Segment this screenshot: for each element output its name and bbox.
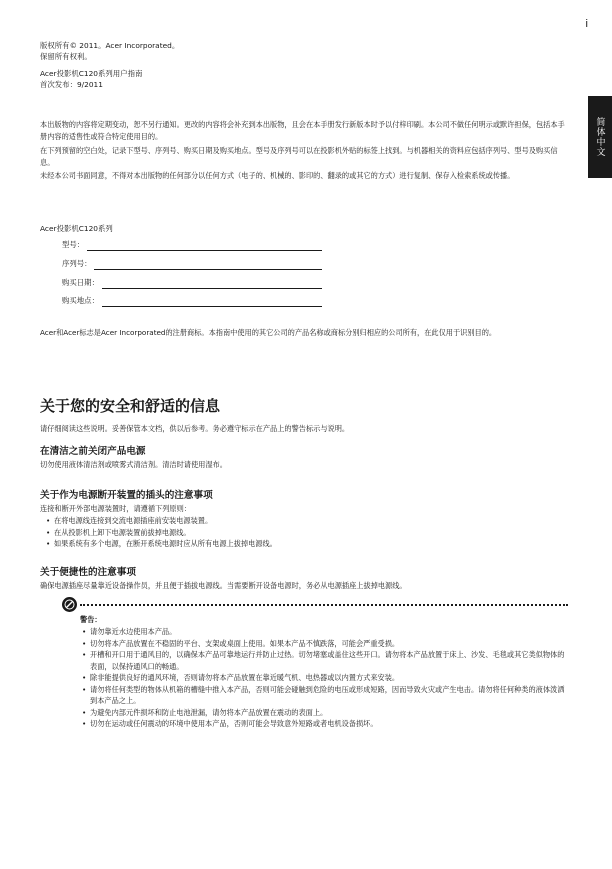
field-line	[102, 306, 322, 307]
list-item: • 切勿将本产品放置在不稳固的平台、支架或桌面上使用。如果本产品不慎跌落，可能会严重受损。	[82, 638, 568, 650]
safety-intro: 请仔细阅读这些说明。妥善保管本文档，供以后参考。务必遵守标示在产品上的警告标示与说明。	[40, 424, 350, 433]
purchase-date-field[interactable]	[62, 277, 324, 289]
list-item: • 请勿靠近水边使用本产品。	[82, 626, 568, 638]
trademark-notice: Acer和Acer标志是Acer Incorporated的注册商标。本指南中使用的其它公司的产品名称或商标分别归相应的公司所有，在此仅用于识别目的。	[40, 328, 497, 337]
field-label: 序列号：	[62, 259, 92, 268]
warning-pen-icon	[62, 597, 77, 612]
first-release: 首次发布：9/2011	[40, 80, 103, 89]
language-tab: 简体中文	[588, 96, 612, 178]
serial-field[interactable]	[62, 258, 324, 270]
field-label: 购买地点：	[62, 296, 99, 305]
list-item: • 为避免内部元件损坏和防止电池泄漏，请勿将本产品放置在震动的表面上。	[82, 707, 568, 719]
list-item: • 在从投影机上卸下电源装置前拔掉电源线。	[46, 527, 566, 539]
copyright-line: 版权所有© 2011。Acer Incorporated。	[40, 41, 180, 50]
guide-info	[40, 68, 142, 90]
section-heading: 关于便捷性的注意事项	[40, 567, 136, 578]
purchase-place-field[interactable]	[62, 295, 324, 307]
list-item: • 除非能提供良好的通风环境，否则请勿将本产品放置在靠近暖气机、电热器或以内置方式来安装。	[82, 672, 568, 684]
field-label: 购买日期：	[62, 278, 99, 287]
field-line	[94, 269, 322, 270]
list-item: • 开槽和开口用于通风目的，以确保本产品可靠地运行并防止过热。切勿堵塞或盖住这些开口。请勿将本产品放置于床上、沙发、毛毯或其它类似物体的表面，以保持通风口的畅通。	[82, 649, 568, 672]
guide-title: Acer投影机C120系列用户指南	[40, 69, 143, 78]
list-item: • 在将电源线连接到交流电源插座前安装电源装置。	[46, 515, 566, 527]
model-field[interactable]	[62, 239, 324, 251]
section-text: 确保电源插座尽量靠近设备操作员，并且便于插拔电源线。当需要断开设备电源时，务必从电源插座上拔掉电源线。	[40, 581, 407, 590]
copyright-block	[40, 40, 179, 62]
field-line	[102, 288, 322, 289]
notice-1: 本出版物的内容将定期变动，恕不另行通知。更改的内容将会补充到本出版物，且会在本手册发行新版本时予以付梓印刷。本公司不做任何明示或默许担保，包括本手册内容的适售性或符合特定使用目的。	[40, 120, 565, 141]
list-item: • 如果系统有多个电源，在断开系统电源时应从所有电源上拔掉电源线。	[46, 538, 566, 550]
warning-divider	[80, 604, 568, 606]
safety-title: 关于您的安全和舒适的信息	[40, 397, 221, 415]
list-item: • 请勿将任何类型的物体从机箱的槽缝中推入本产品，否则可能会碰触到危险的电压或形成短路，因而导致火灾或产生电击。请勿将任何种类的液体泼洒到本产品之上。	[82, 684, 568, 707]
warning-list	[82, 626, 568, 730]
notice-3: 未经本公司书面同意，不得对本出版物的任何部分以任何方式（电子的、机械的、影印的、翻录的或其它的方式）进行复制、保存入检索系统或传播。	[40, 171, 515, 180]
plug-rules-list	[46, 515, 566, 550]
section-text: 切勿使用液体清洁剂或喷雾式清洁剂。清洁时请使用湿布。	[40, 460, 227, 469]
list-item: • 切勿在运动或任何震动的环境中使用本产品，否则可能会导致意外短路或者电机设备损坏。	[82, 718, 568, 730]
rights-line: 保留所有权利。	[40, 52, 92, 61]
section-heading: 关于作为电源断开装置的插头的注意事项	[40, 490, 213, 501]
field-label: 型号：	[62, 240, 85, 249]
section-text: 连接和断开外部电源装置时，请遵循下列原则：	[40, 504, 191, 513]
field-line	[87, 250, 322, 251]
section-heading: 在清洁之前关闭产品电源	[40, 446, 146, 457]
notice-2: 在下列预留的空白处，记录下型号、序列号、购买日期及购买地点。型号及序列号可以在投影机外贴的标签上找到。与机器相关的资料应包括序列号、型号及购买信息。	[40, 146, 558, 167]
warning-label: 警告：	[80, 615, 102, 624]
record-series: Acer投影机C120系列	[40, 224, 113, 233]
page-number: i	[585, 18, 588, 30]
